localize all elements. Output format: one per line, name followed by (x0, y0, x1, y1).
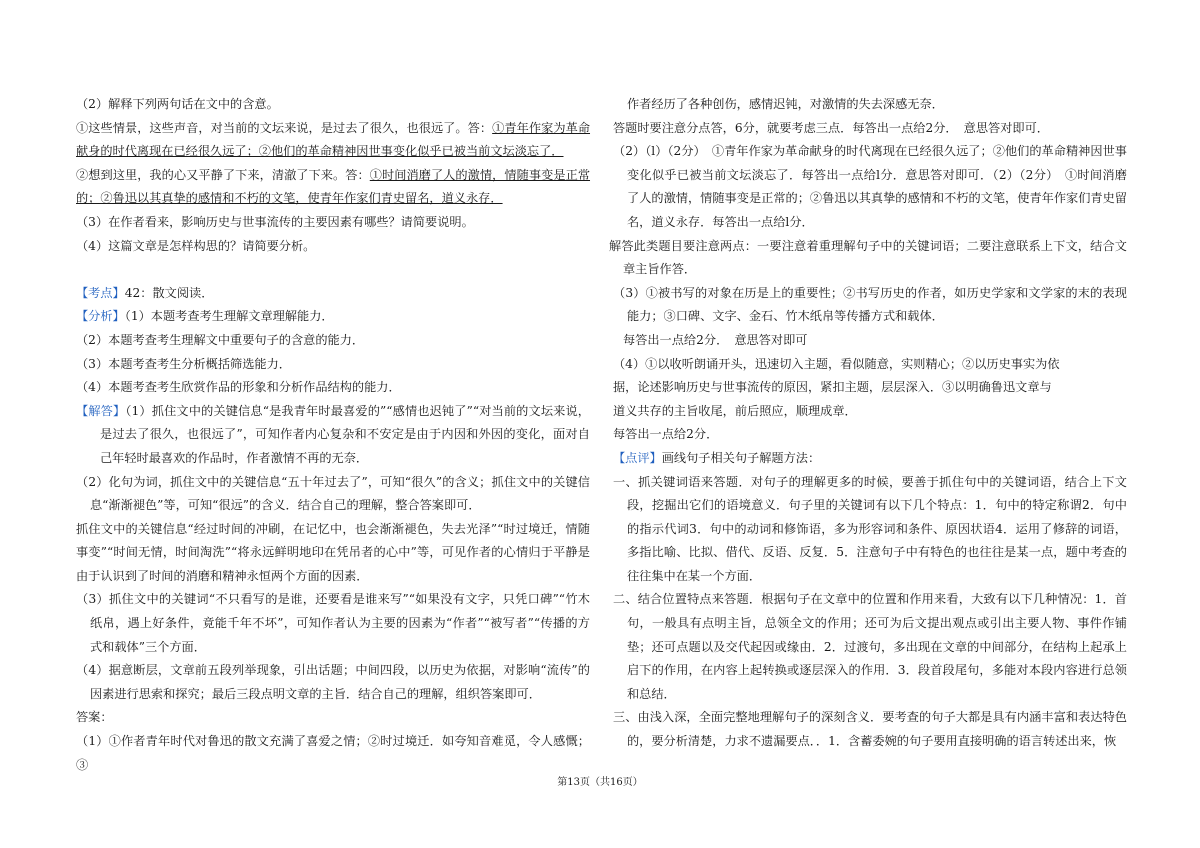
answer-underline: ①青年作家为革命献身的时代离现在已经很久远了；②他们的革命精神因世事变化似乎已被当前文坛淡忘了． (76, 120, 591, 159)
answer-2: （2）（l）（2分） ①青年作家为革命献身的时代离现在已经很久远了；②他们的革命精神因世事变化似乎已被当前文坛淡忘了．每答出一点给l分．意思答对即可．（2）（2分） ①时间消磨了人的激情，情随事变是正常的；②鲁迅以其真挚的感情和不朽的文笔，使青年作家们青史留名，道义永存．每答出一点给l分． (613, 144, 1127, 229)
question-2-title: （2）解释下列两句话在文中的含意。 (76, 97, 279, 111)
jieda-3: （3）抓住文中的关键词“不只看写的是谁，还要看是谁来写”“如果没有文字，只凭口碑”“竹木纸帛，遇上好条件，竟能千年不坏”，可知作者认为主要的因素为“作者”“被写者”“传播的方式和载体”三个方面． (76, 592, 590, 654)
answer-underline: ①时间消磨了人的激情，情随事变是正常的；②鲁迅以其真挚的感情和不朽的文笔，使青年作家们青史留名，道义永存． (76, 167, 591, 206)
scoring-note-4: 每答出一点给2分． (613, 427, 719, 442)
method-2: 二、结合位置特点来答题．根据句子在文章中的位置和作用来看，大致有以下几种情况：1．首句，一般具有点明主旨，总领全文的作用；还可为后文提出观点或引出主要人物、事件作铺垫；还可点题以及交代起因或缘由．2．过渡句，多出现在文章的中间部分，在结构上起承上启下的作用，在内容上起转换或逐层深入的作用．3．段首段尾句，多能对本段内容进行总领和总结． (613, 592, 1127, 701)
method-1: 一、抓关键词语来答题．对句子的理解更多的时候，要善于抓住句中的关键词语，结合上下文段，挖掘出它们的语境意义．句子里的关键词有以下几个特点：1．句中的特定称谓2．句中的指示代词3．句中的动词和修饰语，多为形容词和条件、原因状语4．运用了修辞的词语，多指比喻、比拟、借代、反语、反复．5．注意句子中有特色的也往往是某一点，题中考查的往往集中在某一个方面． (613, 474, 1127, 583)
page-footer: 第13页（共16页） (557, 777, 643, 788)
fenxi-4: （4）本题考查考生欣赏作品的形象和分析作品结构的能力． (76, 380, 401, 395)
method-3: 三、由浅入深，全面完整地理解句子的深刻含义．要考查的句子大都是具有内涵丰富和表达特色的，要分析清楚，力求不遗漏要点．．1．含蓄委婉的句子要用直接明确的语言转述出来，恢 (613, 710, 1127, 749)
kaodian: 【考点】42：散文阅读． (76, 285, 214, 300)
scoring-note-3: 每答出一点给2分． 意思答对即可 (623, 332, 808, 347)
jieda-2b: 抓住文中的关键信息“经过时间的冲刷，在记忆中，也会渐渐褪色，失去光泽”“时过境迁，情随事变”“时间无情，时间淘洗”“将永远鲜明地印在凭吊者的心中”等，可见作者的心情归于平静是由于认识到了时间的消磨和精神永恒两个方面的因素． (76, 521, 590, 583)
question-4: （4）这篇文章是怎样构思的？请简要分析。 (76, 238, 316, 253)
answer-3: （3）①被书写的对象在历是上的重要性；②书写历史的作者，如历史学家和文学家的末的表现能力；③口碑、文字、金石、竹木纸帛等传播方式和载体． (613, 285, 1127, 324)
answer-1-cont: 作者经历了各种创伤，感情迟钝，对激情的失去深感无奈． (627, 97, 944, 111)
left-column (76, 93, 590, 777)
jieda-1: 【解答】（1）抓住文中的关键信息“是我青年时最喜爱的”“感情也迟钝了”“对当前的文坛来说，是过去了很久，也很远了”，可知作者内心复杂和不安定是由于内因和外因的变化，面对自己年轻时最喜欢的作品时，作者激情不再的无奈． (76, 403, 590, 465)
question-3: （3）在作者看来，影响历史与世事流传的主要因素有哪些？请简要说明。 (76, 214, 474, 229)
fenxi-1: 【分析】（1）本题考查考生理解文章理解能力． (76, 309, 334, 324)
method-note: 解答此类题目要注意两点：一要注意着重理解句子中的关键词语；二要注意联系上下文，结合文章主旨作答． (609, 238, 1127, 277)
jieda-2: （2）化句为词，抓住文中的关键信息“五十年过去了”，可知“很久”的含义；抓住文中的关键信息“渐渐褪色”等，可知“很远”的含义．结合自己的理解，整合答案即可． (76, 474, 590, 513)
answer-label: 答案： (76, 710, 113, 725)
question-2-sentence-2: ②想到这里，我的心又平静了下来，清澈了下来。答：①时间消磨了人的激情，情随事变是正常的；②鲁迅以其真挚的感情和不朽的文笔，使青年作家们青史留名，道义永存． (76, 167, 591, 206)
dianping: 【点评】画线句子相关句子解题方法： (613, 450, 821, 465)
answer-4-line-2: 据，论述影响历史与世事流传的原因，紧扣主题，层层深入．③以明确鲁迅文章与 (613, 380, 1052, 395)
answer-1: （1）①作者青年时代对鲁迅的散文充满了喜爱之情；②时过境迁．如夸知音难觅，令人感慨；③ (76, 734, 590, 772)
jieda-tag: 【解答】 (76, 403, 126, 418)
question-2-sentence-1: ①这些情景，这些声音，对当前的文坛来说，是过去了很久，也很远了。答：①青年作家为革命献身的时代离现在已经很久远了；②他们的革命精神因世事变化似乎已被当前文坛淡忘了． (76, 120, 591, 159)
dianping-tag: 【点评】 (613, 450, 662, 465)
answer-4-line-1: （4）①以收听朗诵开头，迅速切入主题，看似随意，实则精心；②以历史事实为依 (613, 356, 1060, 371)
right-column (609, 93, 1127, 754)
fenxi-3: （3）本题考查考生分析概括筛选能力． (76, 356, 291, 371)
fenxi-tag: 【分析】 (76, 309, 125, 324)
jieda-4: （4）据意断层，文章前五段列举现象，引出话题；中间四段，以历史为依据，对影响“流传”的因素进行思索和探究；最后三段点明文章的主旨．结合自己的理解，组织答案即可． (76, 663, 590, 701)
answer-4-line-3: 道义共存的主旨收尾，前后照应，顺理成章． (613, 403, 857, 418)
scoring-note-1: 答题时要注意分点答，6分，就要考虑三点．每答出一点给2分． 意思答对即可． (613, 120, 1049, 135)
fenxi-2: （2）本题考查考生理解文中重要句子的含意的能力． (76, 332, 365, 347)
kaodian-tag: 【考点】 (76, 285, 125, 300)
